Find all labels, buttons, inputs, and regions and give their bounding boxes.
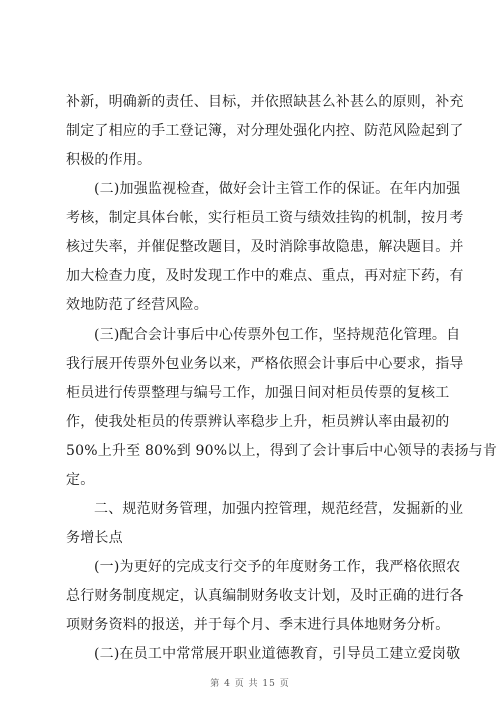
paragraph-start: (三)配合会计事后中心传票外包工作，坚持规范化管理。自 — [94, 327, 461, 343]
text-line: 我行展开传票外包业务以来，严格依照会计事后中心要求，指导 — [66, 356, 464, 372]
paragraph-start: (二)在员工中常常展开职业道德教育，引导员工建立爱岗敬 — [94, 646, 461, 662]
text-line: 项财务资料的报送，并于每个月、季末进行具体地财务分析。 — [66, 617, 450, 633]
text-line: 加大检查力度，及时发现工作中的难点、重点，再对症下药，有 — [66, 268, 464, 284]
text-line: 50%上升至 80%到 90%以上，得到了会计事后中心领导的表扬与肯 — [66, 443, 498, 459]
text-line: 效地防范了经营风险。 — [66, 297, 208, 313]
paragraph-start: (一)为更好的完成支行交予的年度财务工作，我严格依照农 — [94, 559, 461, 575]
text-line: 考核，制定具体台帐，实行柜员工资与绩效挂钩的机制，按月考 — [66, 210, 464, 226]
text-line: 补新，明确新的责任、目标，并依照缺甚么补甚么的原则，补充 — [66, 94, 464, 110]
text-line: 积极的作用。 — [66, 152, 152, 168]
text-line: 制定了相应的手工登记簿，对分理处强化内控、防范风险起到了 — [66, 123, 464, 139]
text-line: 作，使我处柜员的传票辨认率稳步上升，柜员辨认率由最初的 — [66, 414, 450, 430]
text-line: 柜员进行传票整理与编号工作，加强日间对柜员传票的复核工 — [66, 385, 450, 401]
text-line: 总行财务制度规定，认真编制财务收支计划，及时正确的进行各 — [66, 588, 464, 604]
page-number-footer: 第 4 页 共 15 页 — [210, 679, 290, 689]
section-heading: 二、规范财务管理，加强内控管理，规范经营，发掘新的业 — [94, 501, 464, 517]
section-heading-cont: 务增长点 — [66, 530, 123, 546]
paragraph-start: (二)加强监视检查，做好会计主管工作的保证。在年内加强 — [94, 181, 461, 197]
text-line: 定。 — [66, 472, 95, 488]
text-line: 核过失率，并催促整改题目，及时消除事故隐患，解决题目。并 — [66, 239, 464, 255]
